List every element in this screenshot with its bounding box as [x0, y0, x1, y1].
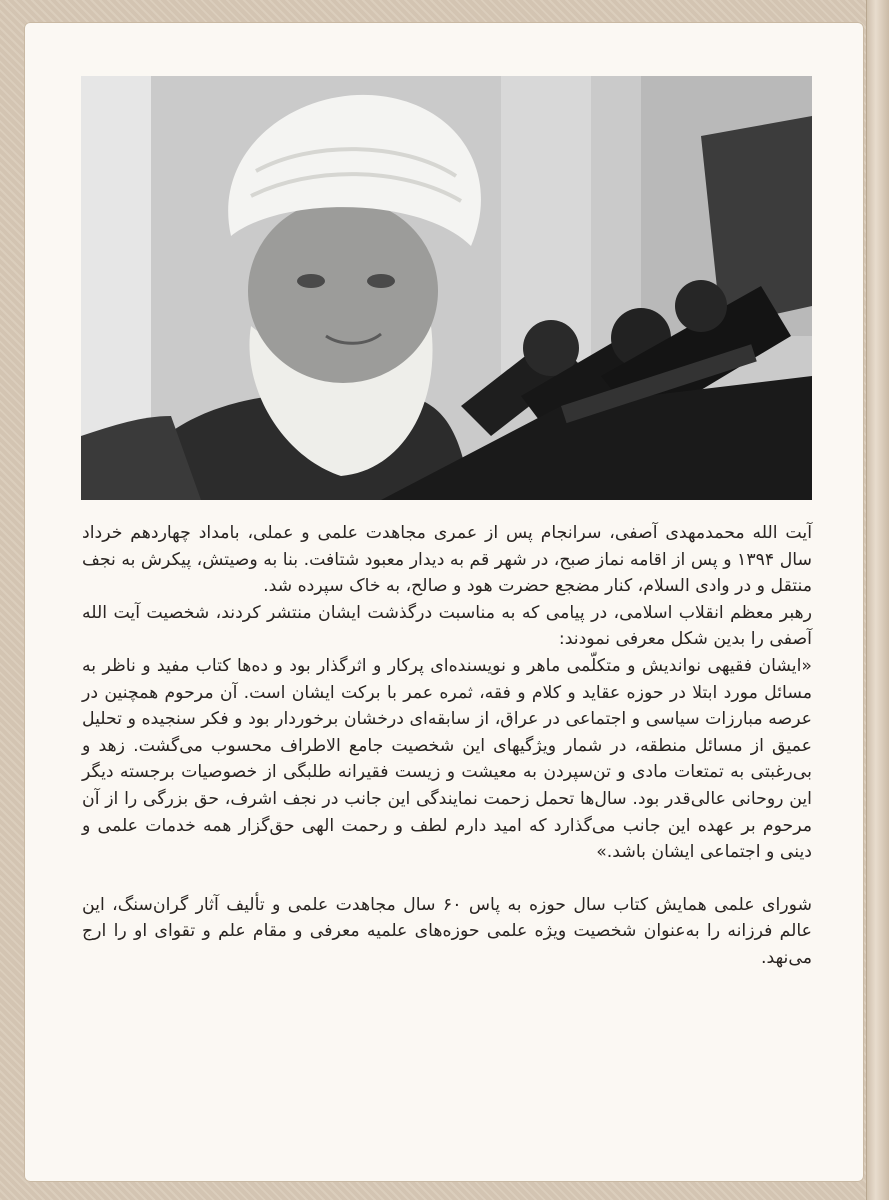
paragraph-leader-message: رهبر معظم انقلاب اسلامی، در پیامی که به مناسبت درگذشت ایشان منتشر کردند، شخصیت آیت الله آصفی را بدین شکل معرفی نمودند:: [82, 602, 812, 650]
page-edge: [866, 0, 889, 1200]
paragraph-intro: آیت الله محمدمهدی آصفی، سرانجام پس از عمری مجاهدت علمی و عملی، بامداد چهاردهم خرداد سال ۱۳۹۴ و پس از اقامه نماز صبح، در شهر قم به دیدار معبود شتافت. بنا به وصیتش، پیکرش به نجف منتقل و در وادی السلام، کنار مضجع حضرت هود و صالح، به خاک سپرده شد.: [82, 523, 812, 597]
portrait-illustration: [81, 76, 812, 500]
paragraph-conclusion: شورای علمی همایش کتاب سال حوزه به پاس ۶۰ سال مجاهدت علمی و تألیف آثار گران‌سنگ، این عالم فرزانه را به‌عنوان شخصیت ویژه علمی حوزه‌های علمیه معرفی و مقام علم و تقوای او را ارج می‌نهد.: [82, 894, 813, 968]
paragraph-quote: «ایشان فقیهی نواندیش و متکلّمی ماهر و نویسنده‌ای پرکار و اثرگذار بود و ده‌ها کتاب مفید و ناظر به مسائل مورد ابتلا در حوزه عقاید و کلام و فقه، ثمره عمر با برکت ایشان است. آن مرحوم همچنین در عرصه مبارزات سیاسی و اجتماعی در عراق، از سابقه‌ای درخشان برخوردار بود و فکر سنجیده و تحلیل عمیق از مسائل منطقه، در شمار ویژگیهای این شخصیت جامع الاطراف محسوب می‌گشت. زهد و بی‌رغبتی به تمتعات مادی و تن‌سپردن به معیشت و زیست فقیرانه طلبگی از خصوصیات برجسته دیگر این روحانی عالی‌قدر بود. سال‌ها تحمل زحمت نمایندگی این جانب در نجف اشرف، حق بزرگی را از آن مرحوم بر عهده این جانب می‌گذارد که امید دارم لطف و رحمت الهی حق‌گزار همه خدمات علمی و دینی و اجتماعی ایشان باشد.»: [82, 655, 812, 863]
portrait-photo-icon: [81, 76, 812, 500]
article-body: [82, 520, 812, 972]
